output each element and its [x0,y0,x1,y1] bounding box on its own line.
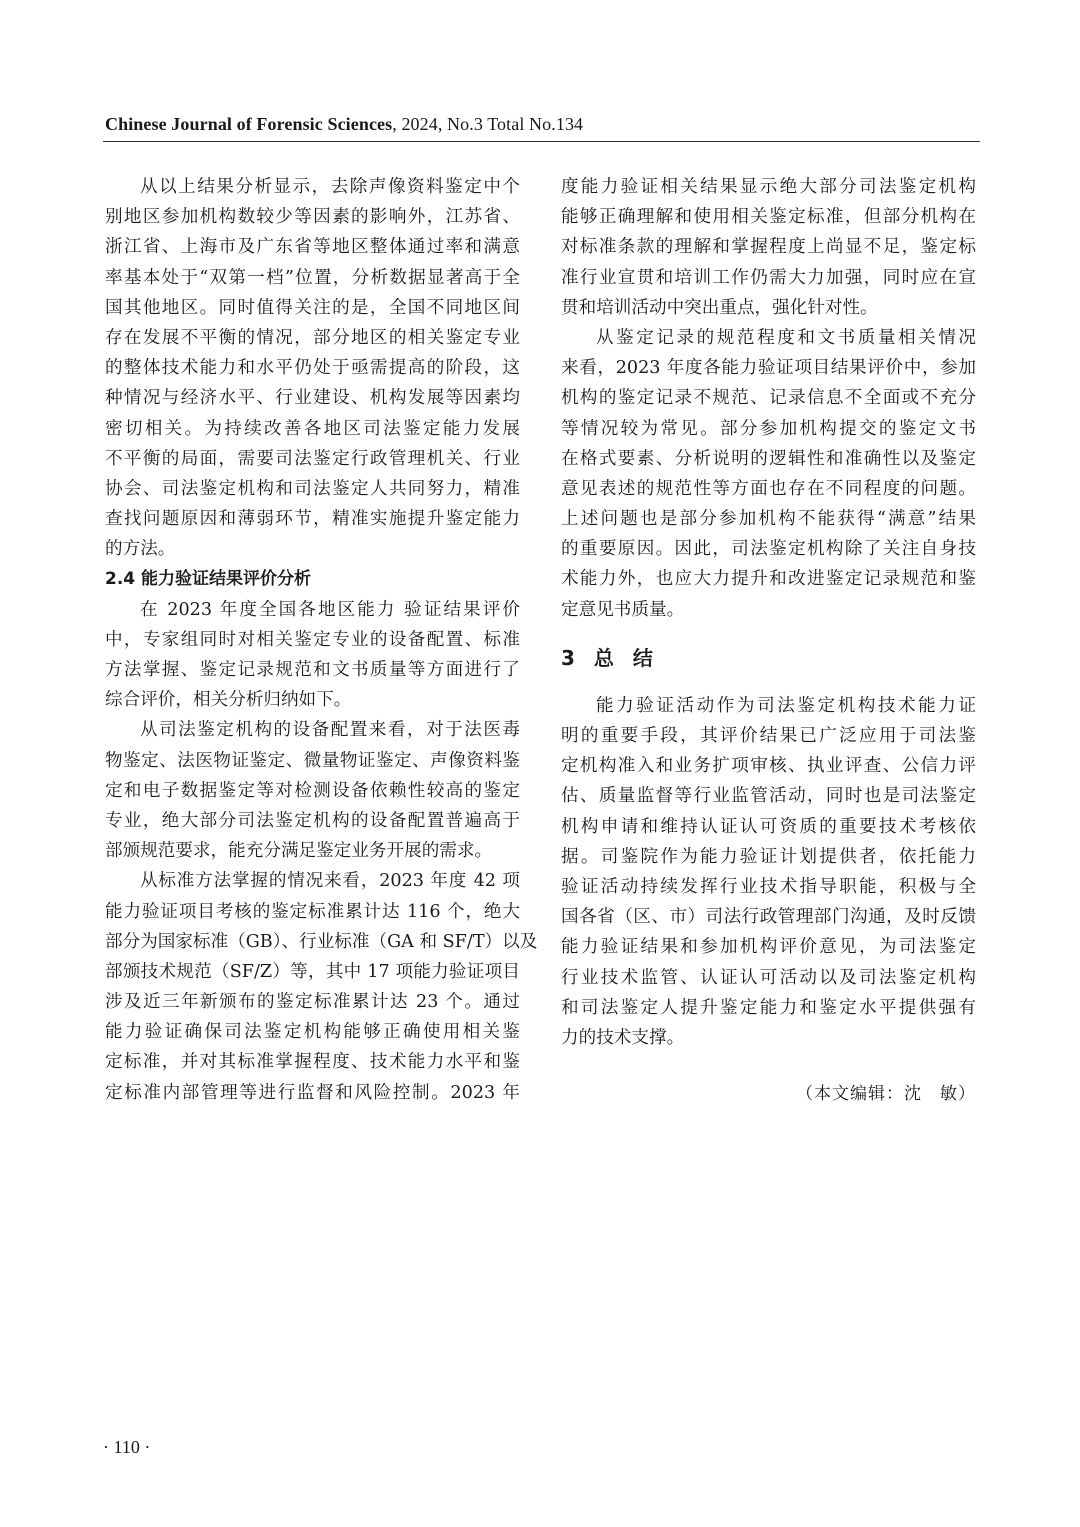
text-line: 在 2023 年度全国各地区能力 验证结果评价 [140,599,520,620]
text-line: 定标准，并对其标准掌握程度、技术能力水平和鉴 [105,1052,520,1073]
text-line: 验证活动持续发挥行业技术指导职能，积极与全 [561,876,976,897]
paragraph [561,323,976,625]
text-line: 机构的鉴定记录不规范、记录信息不全面或不充分 [561,388,976,409]
text-line: 上述问题也是部分参加机构不能获得“满意”结果 [561,509,976,530]
header-rule [103,141,980,142]
text-line: 从标准方法掌握的情况来看，2023 年度 42 项 [140,871,520,892]
text-line: 定标准内部管理等进行监督和风险控制。2023 年 [105,1082,520,1103]
editor-credit: （本文编辑：沈 敏） [796,1084,976,1105]
text-line: 定和电子数据鉴定等对检测设备依赖性较高的鉴定 [105,780,520,801]
text-line: 行业技术监管、认证认可活动以及司法鉴定机构 [561,967,976,988]
text-line: 部颁规范要求，能充分满足鉴定业务开展的需求。 [105,841,493,862]
text-line: 存在发展不平衡的情况，部分地区的相关鉴定专业 [105,327,520,348]
text-line: 部颁技术规范（SF/Z）等，其中 17 项能力验证项目 [105,961,520,982]
journal-title: Chinese Journal of Forensic Sciences [105,114,393,134]
text-line: 来看，2023 年度各能力验证项目结果评价中，参加 [561,358,976,379]
text-line: 别地区参加机构数较少等因素的影响外，江苏省、 [105,207,520,228]
section-heading: 2.4 能力验证结果评价分析 [105,569,312,590]
running-header [105,114,583,135]
page-number: · 110 · [103,1437,151,1457]
text-line: 密切相关。为持续改善各地区司法鉴定能力发展 [105,418,520,439]
spacer [561,1053,976,1079]
text-line: 方法掌握、鉴定记录规范和文书质量等方面进行了 [105,660,520,680]
right-column [561,172,976,1109]
text-line: 物鉴定、法医物证鉴定、微量物证鉴定、声像资料鉴 [105,750,520,771]
text-line: 和司法鉴定人提升鉴定能力和鉴定水平提供强有 [561,997,976,1018]
paragraph [105,595,520,716]
text-line: 在格式要素、分析说明的逻辑性和准确性以及鉴定 [561,448,976,469]
text-line: 能力验证确保司法鉴定机构能够正确使用相关鉴 [105,1022,520,1043]
text-line: 协会、司法鉴定机构和司法鉴定人共同努力，精准 [105,478,520,499]
text-line: 浙江省、上海市及广东省等地区整体通过率和满意 [105,237,520,258]
text-line: 涉及近三年新颁布的鉴定标准累计达 23 个。通过 [105,992,520,1013]
text-line: 术能力外，也应大力提升和改进鉴定记录规范和鉴 [561,569,976,590]
text-line: 专业，绝大部分司法鉴定机构的设备配置普遍高于 [105,810,520,831]
text-line: 能力验证项目考核的鉴定标准累计达 116 个，绝大 [105,901,520,922]
text-line: 估、质量监督等行业监管活动，同时也是司法鉴定 [561,786,976,807]
text-line: 种情况与经济水平、行业建设、机构发展等因素均 [105,388,520,409]
text-line: 据。司鉴院作为能力验证计划提供者，依托能力 [561,846,976,867]
text-line: 能够正确理解和使用相关鉴定标准，但部分机构在 [561,207,976,228]
paragraph [105,172,520,564]
text-line: 从司法鉴定机构的设备配置来看，对于法医毒 [140,720,520,741]
text-line: 定意见书质量。 [561,599,685,620]
text-line: 综合评价，相关分析归纳如下。 [105,690,352,711]
text-line: 定机构准入和业务扩项审核、执业评查、公信力评 [561,756,976,777]
text-line: 贯和培训活动中突出重点，强化针对性。 [561,297,878,318]
text-line: 的重要原因。因此，司法鉴定机构除了关注自身技 [561,539,976,560]
paragraph [105,715,520,866]
text-line: 中，专家组同时对相关鉴定专业的设备配置、标准 [105,629,520,650]
text-line: 国其他地区。同时值得关注的是，全国不同地区间 [105,297,520,318]
text-line: 率基本处于“双第一档”位置，分析数据显著高于全 [105,267,520,288]
text-line: 不平衡的局面，需要司法鉴定行政管理机关、行业 [105,448,520,469]
text-line: 从鉴定记录的规范程度和文书质量相关情况 [596,327,976,348]
text-line: 查找问题原因和薄弱环节，精准实施提升鉴定能力 [105,509,520,530]
text-line: 能力验证结果和参加机构评价意见，为司法鉴定 [561,937,976,958]
text-line: 意见表述的规范性等方面也存在不同程度的问题。 [561,478,976,499]
text-line: 部分为国家标准（GB）、行业标准（GA 和 SF/T）以及 [105,931,538,952]
text-line: 明的重要手段，其评价结果已广泛应用于司法鉴 [561,726,976,746]
text-line: 对标准条款的理解和掌握程度上尚显不足，鉴定标 [561,237,976,258]
issue-info: , 2024, No.3 Total No.134 [392,114,584,134]
text-line: 能力验证活动作为司法鉴定机构技术能力证 [596,695,976,716]
text-line: 机构申请和维持认证认可资质的重要技术考核依 [561,816,976,837]
text-line: 的方法。 [105,539,176,560]
text-line: 等情况较为常见。部分参加机构提交的鉴定文书 [561,418,976,439]
section-heading: 3 总 结 [561,645,659,670]
text-line: 从以上结果分析显示，去除声像资料鉴定中个 [140,177,520,197]
text-line: 力的技术支撑。 [561,1027,685,1048]
paragraph [105,866,538,1108]
text-line: 的整体技术能力和水平仍处于亟需提高的阶段，这 [105,358,520,379]
text-line: 度能力验证相关结果显示绝大部分司法鉴定机构 [561,177,976,197]
paragraph [561,172,976,323]
left-column [105,172,538,1108]
text-line: 准行业宣贯和培训工作仍需大力加强，同时应在宣 [561,267,976,288]
paragraph [561,691,976,1053]
text-line: 国各省（区、市）司法行政管理部门沟通，及时反馈 [561,907,976,928]
